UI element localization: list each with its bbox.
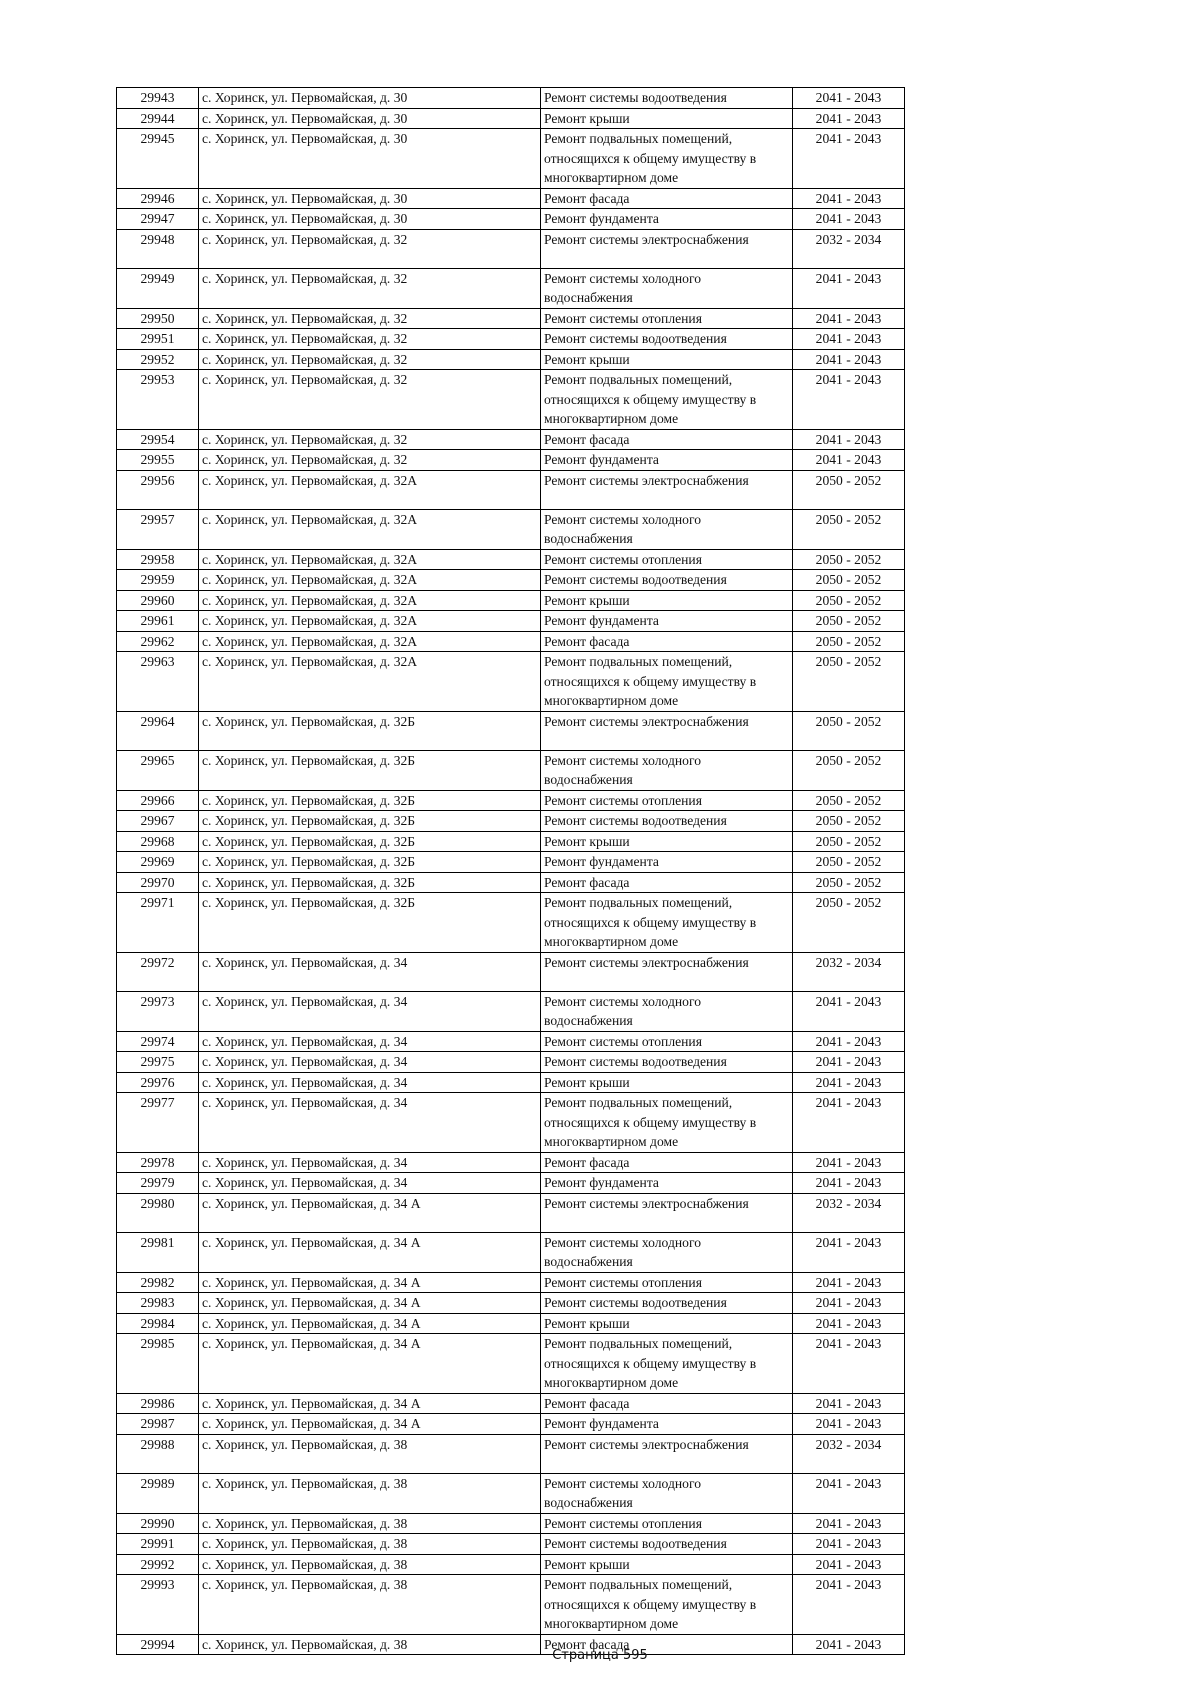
address-cell: с. Хоринск, ул. Первомайская, д. 34 <box>199 1093 541 1153</box>
address-cell: с. Хоринск, ул. Первомайская, д. 34 А <box>199 1293 541 1314</box>
work-type-cell: Ремонт системы электроснабжения <box>541 711 793 750</box>
address-cell: с. Хоринск, ул. Первомайская, д. 34 <box>199 1052 541 1073</box>
address-cell: с. Хоринск, ул. Первомайская, д. 32 <box>199 329 541 350</box>
row-id-cell: 29984 <box>117 1313 199 1334</box>
address-cell: с. Хоринск, ул. Первомайская, д. 38 <box>199 1513 541 1534</box>
table-row <box>117 1173 905 1194</box>
address-cell: с. Хоринск, ул. Первомайская, д. 32Б <box>199 750 541 790</box>
row-id-cell: 29986 <box>117 1393 199 1414</box>
period-cell: 2032 - 2034 <box>793 1434 905 1473</box>
row-id-cell: 29951 <box>117 329 199 350</box>
period-cell: 2032 - 2034 <box>793 1193 905 1232</box>
table-row <box>117 852 905 873</box>
table-row <box>117 470 905 509</box>
row-id-cell: 29961 <box>117 611 199 632</box>
work-type-cell: Ремонт фундамента <box>541 1173 793 1194</box>
work-type-cell: Ремонт системы отопления <box>541 1513 793 1534</box>
work-type-cell: Ремонт подвальных помещений, относящихся к общему имуществу в многоквартирном доме <box>541 370 793 430</box>
period-cell: 2041 - 2043 <box>793 1393 905 1414</box>
row-id-cell: 29962 <box>117 631 199 652</box>
table-row <box>117 631 905 652</box>
row-id-cell: 29946 <box>117 188 199 209</box>
row-id-cell: 29983 <box>117 1293 199 1314</box>
page-number: Страница 595 <box>552 1648 648 1663</box>
row-id-cell: 29956 <box>117 470 199 509</box>
address-cell: с. Хоринск, ул. Первомайская, д. 34 <box>199 1152 541 1173</box>
table-row <box>117 1575 905 1635</box>
table-row <box>117 349 905 370</box>
period-cell: 2041 - 2043 <box>793 1414 905 1435</box>
address-cell: с. Хоринск, ул. Первомайская, д. 34 А <box>199 1232 541 1272</box>
work-type-cell: Ремонт системы холодного водоснабжения <box>541 1232 793 1272</box>
table-row <box>117 1513 905 1534</box>
table-row <box>117 652 905 712</box>
row-id-cell: 29948 <box>117 229 199 268</box>
table-row <box>117 991 905 1031</box>
work-type-cell: Ремонт системы электроснабжения <box>541 952 793 991</box>
address-cell: с. Хоринск, ул. Первомайская, д. 30 <box>199 108 541 129</box>
period-cell: 2050 - 2052 <box>793 549 905 570</box>
period-cell: 2041 - 2043 <box>793 1152 905 1173</box>
period-cell: 2041 - 2043 <box>793 329 905 350</box>
table-row <box>117 1414 905 1435</box>
period-cell: 2041 - 2043 <box>793 450 905 471</box>
row-id-cell: 29966 <box>117 790 199 811</box>
row-id-cell: 29989 <box>117 1473 199 1513</box>
work-type-cell: Ремонт крыши <box>541 108 793 129</box>
address-cell: с. Хоринск, ул. Первомайская, д. 32 <box>199 429 541 450</box>
work-type-cell: Ремонт фундамента <box>541 450 793 471</box>
row-id-cell: 29973 <box>117 991 199 1031</box>
work-type-cell: Ремонт системы отопления <box>541 790 793 811</box>
row-id-cell: 29971 <box>117 893 199 953</box>
work-type-cell: Ремонт подвальных помещений, относящихся к общему имуществу в многоквартирном доме <box>541 129 793 189</box>
period-cell: 2041 - 2043 <box>793 1272 905 1293</box>
work-type-cell: Ремонт системы отопления <box>541 1031 793 1052</box>
row-id-cell: 29975 <box>117 1052 199 1073</box>
work-type-cell: Ремонт подвальных помещений, относящихся к общему имуществу в многоквартирном доме <box>541 652 793 712</box>
row-id-cell: 29959 <box>117 570 199 591</box>
row-id-cell: 29958 <box>117 549 199 570</box>
row-id-cell: 29987 <box>117 1414 199 1435</box>
period-cell: 2041 - 2043 <box>793 188 905 209</box>
row-id-cell: 29953 <box>117 370 199 430</box>
table-row <box>117 1093 905 1153</box>
work-type-cell: Ремонт фасада <box>541 1393 793 1414</box>
address-cell: с. Хоринск, ул. Первомайская, д. 30 <box>199 188 541 209</box>
address-cell: с. Хоринск, ул. Первомайская, д. 32А <box>199 611 541 632</box>
row-id-cell: 29979 <box>117 1173 199 1194</box>
address-cell: с. Хоринск, ул. Первомайская, д. 38 <box>199 1554 541 1575</box>
address-cell: с. Хоринск, ул. Первомайская, д. 38 <box>199 1534 541 1555</box>
table-row <box>117 268 905 308</box>
work-type-cell: Ремонт системы холодного водоснабжения <box>541 991 793 1031</box>
address-cell: с. Хоринск, ул. Первомайская, д. 34 А <box>199 1313 541 1334</box>
address-cell: с. Хоринск, ул. Первомайская, д. 32 <box>199 450 541 471</box>
period-cell: 2050 - 2052 <box>793 570 905 591</box>
table-row <box>117 509 905 549</box>
work-type-cell: Ремонт системы электроснабжения <box>541 229 793 268</box>
row-id-cell: 29972 <box>117 952 199 991</box>
row-id-cell: 29967 <box>117 811 199 832</box>
table-row <box>117 952 905 991</box>
table-row <box>117 129 905 189</box>
address-cell: с. Хоринск, ул. Первомайская, д. 32А <box>199 652 541 712</box>
work-type-cell: Ремонт системы холодного водоснабжения <box>541 1473 793 1513</box>
row-id-cell: 29993 <box>117 1575 199 1635</box>
table-row <box>117 1334 905 1394</box>
period-cell: 2041 - 2043 <box>793 1513 905 1534</box>
address-cell: с. Хоринск, ул. Первомайская, д. 30 <box>199 129 541 189</box>
table-row <box>117 108 905 129</box>
work-type-cell: Ремонт фундамента <box>541 611 793 632</box>
table-row <box>117 209 905 230</box>
row-id-cell: 29950 <box>117 308 199 329</box>
work-type-cell: Ремонт крыши <box>541 1313 793 1334</box>
period-cell: 2041 - 2043 <box>793 1554 905 1575</box>
table-row <box>117 590 905 611</box>
table-row <box>117 1272 905 1293</box>
period-cell: 2041 - 2043 <box>793 108 905 129</box>
period-cell: 2050 - 2052 <box>793 652 905 712</box>
row-id-cell: 29976 <box>117 1072 199 1093</box>
period-cell: 2041 - 2043 <box>793 349 905 370</box>
period-cell: 2041 - 2043 <box>793 268 905 308</box>
work-type-cell: Ремонт системы отопления <box>541 308 793 329</box>
table-row <box>117 790 905 811</box>
work-type-cell: Ремонт системы холодного водоснабжения <box>541 268 793 308</box>
address-cell: с. Хоринск, ул. Первомайская, д. 32А <box>199 631 541 652</box>
address-cell: с. Хоринск, ул. Первомайская, д. 34 А <box>199 1193 541 1232</box>
period-cell: 2050 - 2052 <box>793 711 905 750</box>
address-cell: с. Хоринск, ул. Первомайская, д. 32 <box>199 268 541 308</box>
period-cell: 2050 - 2052 <box>793 852 905 873</box>
address-cell: с. Хоринск, ул. Первомайская, д. 32Б <box>199 711 541 750</box>
table-row <box>117 329 905 350</box>
table-row <box>117 872 905 893</box>
period-cell: 2050 - 2052 <box>793 611 905 632</box>
row-id-cell: 29969 <box>117 852 199 873</box>
work-type-cell: Ремонт подвальных помещений, относящихся к общему имуществу в многоквартирном доме <box>541 1093 793 1153</box>
row-id-cell: 29965 <box>117 750 199 790</box>
address-cell: с. Хоринск, ул. Первомайская, д. 34 А <box>199 1334 541 1394</box>
period-cell: 2041 - 2043 <box>793 370 905 430</box>
row-id-cell: 29981 <box>117 1232 199 1272</box>
row-id-cell: 29970 <box>117 872 199 893</box>
work-type-cell: Ремонт системы холодного водоснабжения <box>541 750 793 790</box>
period-cell: 2041 - 2043 <box>793 1072 905 1093</box>
work-type-cell: Ремонт фундамента <box>541 1414 793 1435</box>
work-type-cell: Ремонт подвальных помещений, относящихся к общему имуществу в многоквартирном доме <box>541 1334 793 1394</box>
table-row <box>117 450 905 471</box>
address-cell: с. Хоринск, ул. Первомайская, д. 38 <box>199 1575 541 1635</box>
address-cell: с. Хоринск, ул. Первомайская, д. 32 <box>199 370 541 430</box>
period-cell: 2041 - 2043 <box>793 1052 905 1073</box>
period-cell: 2050 - 2052 <box>793 831 905 852</box>
address-cell: с. Хоринск, ул. Первомайская, д. 34 А <box>199 1272 541 1293</box>
period-cell: 2041 - 2043 <box>793 209 905 230</box>
address-cell: с. Хоринск, ул. Первомайская, д. 34 А <box>199 1393 541 1414</box>
table-row <box>117 549 905 570</box>
address-cell: с. Хоринск, ул. Первомайская, д. 32А <box>199 549 541 570</box>
row-id-cell: 29968 <box>117 831 199 852</box>
table-row <box>117 1152 905 1173</box>
table-row <box>117 811 905 832</box>
work-type-cell: Ремонт системы водоотведения <box>541 88 793 109</box>
work-type-cell: Ремонт крыши <box>541 349 793 370</box>
work-type-cell: Ремонт системы водоотведения <box>541 811 793 832</box>
address-cell: с. Хоринск, ул. Первомайская, д. 32 <box>199 229 541 268</box>
address-cell: с. Хоринск, ул. Первомайская, д. 34 <box>199 952 541 991</box>
row-id-cell: 29949 <box>117 268 199 308</box>
address-cell: с. Хоринск, ул. Первомайская, д. 32Б <box>199 811 541 832</box>
row-id-cell: 29988 <box>117 1434 199 1473</box>
row-id-cell: 29985 <box>117 1334 199 1394</box>
period-cell: 2041 - 2043 <box>793 308 905 329</box>
address-cell: с. Хоринск, ул. Первомайская, д. 32Б <box>199 872 541 893</box>
table-body <box>117 88 905 1655</box>
work-type-cell: Ремонт фасада <box>541 1634 793 1655</box>
row-id-cell: 29992 <box>117 1554 199 1575</box>
table-row <box>117 1232 905 1272</box>
table-row <box>117 229 905 268</box>
row-id-cell: 29963 <box>117 652 199 712</box>
work-type-cell: Ремонт фасада <box>541 1152 793 1173</box>
period-cell: 2041 - 2043 <box>793 1534 905 1555</box>
table-row <box>117 893 905 953</box>
period-cell: 2050 - 2052 <box>793 811 905 832</box>
period-cell: 2041 - 2043 <box>793 1031 905 1052</box>
table-row <box>117 1031 905 1052</box>
table-row <box>117 570 905 591</box>
table-row <box>117 1554 905 1575</box>
period-cell: 2041 - 2043 <box>793 88 905 109</box>
work-type-cell: Ремонт фундамента <box>541 852 793 873</box>
address-cell: с. Хоринск, ул. Первомайская, д. 38 <box>199 1473 541 1513</box>
period-cell: 2050 - 2052 <box>793 590 905 611</box>
address-cell: с. Хоринск, ул. Первомайская, д. 32А <box>199 509 541 549</box>
capital-repair-table <box>116 87 905 1655</box>
period-cell: 2050 - 2052 <box>793 872 905 893</box>
row-id-cell: 29945 <box>117 129 199 189</box>
work-type-cell: Ремонт подвальных помещений, относящихся к общему имуществу в многоквартирном доме <box>541 893 793 953</box>
period-cell: 2041 - 2043 <box>793 1313 905 1334</box>
row-id-cell: 29947 <box>117 209 199 230</box>
row-id-cell: 29960 <box>117 590 199 611</box>
address-cell: с. Хоринск, ул. Первомайская, д. 32 <box>199 308 541 329</box>
address-cell: с. Хоринск, ул. Первомайская, д. 34 <box>199 1031 541 1052</box>
table-row <box>117 711 905 750</box>
period-cell: 2041 - 2043 <box>793 991 905 1031</box>
address-cell: с. Хоринск, ул. Первомайская, д. 32Б <box>199 852 541 873</box>
address-cell: с. Хоринск, ул. Первомайская, д. 34 <box>199 1072 541 1093</box>
table-row <box>117 1473 905 1513</box>
period-cell: 2041 - 2043 <box>793 1293 905 1314</box>
work-type-cell: Ремонт системы водоотведения <box>541 1534 793 1555</box>
address-cell: с. Хоринск, ул. Первомайская, д. 38 <box>199 1434 541 1473</box>
row-id-cell: 29991 <box>117 1534 199 1555</box>
period-cell: 2041 - 2043 <box>793 429 905 450</box>
period-cell: 2041 - 2043 <box>793 1334 905 1394</box>
address-cell: с. Хоринск, ул. Первомайская, д. 34 <box>199 991 541 1031</box>
address-cell: с. Хоринск, ул. Первомайская, д. 30 <box>199 88 541 109</box>
work-type-cell: Ремонт системы электроснабжения <box>541 470 793 509</box>
table-row <box>117 1393 905 1414</box>
table-row <box>117 308 905 329</box>
work-type-cell: Ремонт фасада <box>541 631 793 652</box>
address-cell: с. Хоринск, ул. Первомайская, д. 32Б <box>199 893 541 953</box>
row-id-cell: 29974 <box>117 1031 199 1052</box>
address-cell: с. Хоринск, ул. Первомайская, д. 32А <box>199 590 541 611</box>
row-id-cell: 29977 <box>117 1093 199 1153</box>
row-id-cell: 29994 <box>117 1634 199 1655</box>
row-id-cell: 29944 <box>117 108 199 129</box>
table-row <box>117 1072 905 1093</box>
row-id-cell: 29954 <box>117 429 199 450</box>
period-cell: 2050 - 2052 <box>793 750 905 790</box>
address-cell: с. Хоринск, ул. Первомайская, д. 34 А <box>199 1414 541 1435</box>
work-type-cell: Ремонт фасада <box>541 872 793 893</box>
period-cell: 2041 - 2043 <box>793 1634 905 1655</box>
row-id-cell: 29978 <box>117 1152 199 1173</box>
table-row <box>117 1534 905 1555</box>
work-type-cell: Ремонт крыши <box>541 590 793 611</box>
work-type-cell: Ремонт системы холодного водоснабжения <box>541 509 793 549</box>
period-cell: 2041 - 2043 <box>793 1473 905 1513</box>
address-cell: с. Хоринск, ул. Первомайская, д. 32Б <box>199 790 541 811</box>
address-cell: с. Хоринск, ул. Первомайская, д. 32А <box>199 470 541 509</box>
period-cell: 2032 - 2034 <box>793 952 905 991</box>
work-type-cell: Ремонт фасада <box>541 429 793 450</box>
work-type-cell: Ремонт системы электроснабжения <box>541 1193 793 1232</box>
row-id-cell: 29957 <box>117 509 199 549</box>
work-type-cell: Ремонт подвальных помещений, относящихся к общему имуществу в многоквартирном доме <box>541 1575 793 1635</box>
address-cell: с. Хоринск, ул. Первомайская, д. 32 <box>199 349 541 370</box>
period-cell: 2050 - 2052 <box>793 631 905 652</box>
row-id-cell: 29982 <box>117 1272 199 1293</box>
period-cell: 2041 - 2043 <box>793 1575 905 1635</box>
table-row <box>117 1313 905 1334</box>
table-row <box>117 188 905 209</box>
row-id-cell: 29980 <box>117 1193 199 1232</box>
work-type-cell: Ремонт крыши <box>541 1554 793 1575</box>
table-row <box>117 1052 905 1073</box>
work-type-cell: Ремонт системы электроснабжения <box>541 1434 793 1473</box>
work-type-cell: Ремонт системы водоотведения <box>541 1052 793 1073</box>
address-cell: с. Хоринск, ул. Первомайская, д. 32Б <box>199 831 541 852</box>
work-type-cell: Ремонт системы водоотведения <box>541 1293 793 1314</box>
address-cell: с. Хоринск, ул. Первомайская, д. 32А <box>199 570 541 591</box>
address-cell: с. Хоринск, ул. Первомайская, д. 38 <box>199 1634 541 1655</box>
work-type-cell: Ремонт крыши <box>541 1072 793 1093</box>
address-cell: с. Хоринск, ул. Первомайская, д. 34 <box>199 1173 541 1194</box>
work-type-cell: Ремонт системы водоотведения <box>541 329 793 350</box>
table-row <box>117 370 905 430</box>
period-cell: 2041 - 2043 <box>793 1232 905 1272</box>
work-type-cell: Ремонт системы отопления <box>541 549 793 570</box>
row-id-cell: 29952 <box>117 349 199 370</box>
table-row <box>117 1293 905 1314</box>
work-type-cell: Ремонт фундамента <box>541 209 793 230</box>
row-id-cell: 29955 <box>117 450 199 471</box>
period-cell: 2050 - 2052 <box>793 470 905 509</box>
period-cell: 2050 - 2052 <box>793 893 905 953</box>
table-row <box>117 831 905 852</box>
table-row <box>117 1193 905 1232</box>
work-type-cell: Ремонт крыши <box>541 831 793 852</box>
period-cell: 2050 - 2052 <box>793 509 905 549</box>
address-cell: с. Хоринск, ул. Первомайская, д. 30 <box>199 209 541 230</box>
period-cell: 2032 - 2034 <box>793 229 905 268</box>
row-id-cell: 29943 <box>117 88 199 109</box>
table-row <box>117 611 905 632</box>
period-cell: 2041 - 2043 <box>793 1093 905 1153</box>
row-id-cell: 29964 <box>117 711 199 750</box>
period-cell: 2041 - 2043 <box>793 1173 905 1194</box>
work-type-cell: Ремонт фасада <box>541 188 793 209</box>
table-row <box>117 750 905 790</box>
table-row <box>117 88 905 109</box>
period-cell: 2041 - 2043 <box>793 129 905 189</box>
table-row <box>117 1434 905 1473</box>
work-type-cell: Ремонт системы отопления <box>541 1272 793 1293</box>
period-cell: 2050 - 2052 <box>793 790 905 811</box>
table-row <box>117 429 905 450</box>
work-type-cell: Ремонт системы водоотведения <box>541 570 793 591</box>
row-id-cell: 29990 <box>117 1513 199 1534</box>
